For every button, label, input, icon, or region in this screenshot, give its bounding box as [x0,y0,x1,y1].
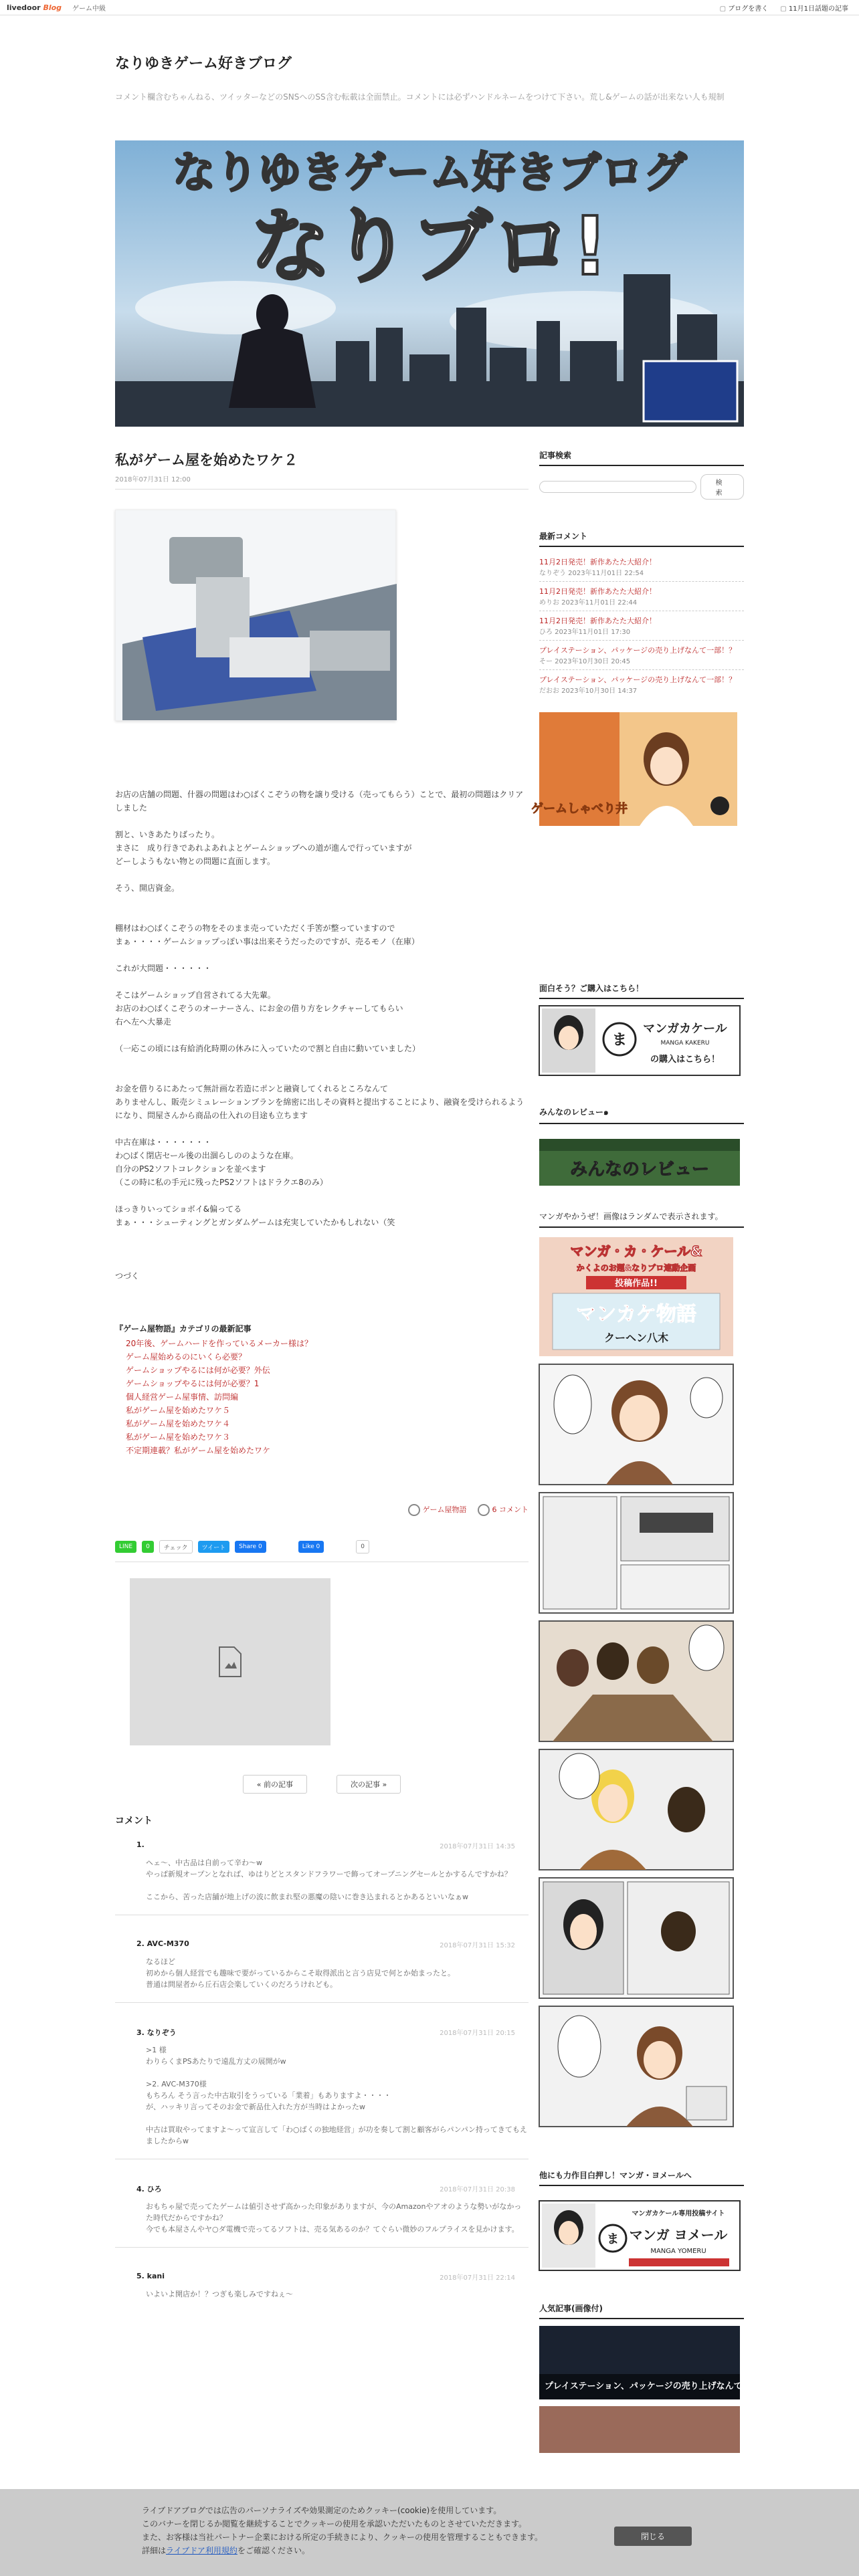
banner-line2: なりブロ! [250,201,609,294]
manga-panel-6[interactable] [539,1878,744,2001]
recent-comment-link[interactable]: プレイステーション、パッケージの売り上げなんて一部！？ [539,675,737,684]
trending-link[interactable]: ▢ 11月1日話題の記事 [780,3,848,13]
category-list [126,1337,529,1457]
popular-item-2[interactable] [539,2406,744,2456]
comment-text: なるほど 初めから個人経営でも趣味で要がっているからこそ取得派出と言う店見で何とか始まったと。 普通は問屋者から丘石店会楽していくのだろうけれども。 [146,1957,455,1989]
top-bar [0,0,859,15]
manga-yomeru-image [539,2201,740,2270]
main-column [115,449,529,2312]
game-talk-banner[interactable] [531,712,744,829]
manga-panel-1[interactable] [539,1237,744,1359]
category-box [115,1323,529,1457]
manga-panel-text: マンガ・カ・ケール& [570,1243,702,1259]
recent-comments-list [539,552,744,699]
register-photo [116,510,395,720]
livedoor-logo[interactable] [7,3,62,12]
manga-panel-2[interactable] [539,1364,744,1487]
manga-panel-image [539,1237,733,1356]
write-blog-link[interactable]: ▢ ブログを書く [720,3,769,13]
comment-date: 2018年07月31日 20:15 [440,2030,515,2037]
manga-panel-text: マンカケ物語 [576,1303,696,1326]
comment-text: ヘェ〜、中古品は自前って辛わ〜w やっぱ新規オープンとなれば、ゆはりどとスタンドフラワーで飾ってオープニングセールとかするんですかね？ ここから、苦った店舗が地上げの波に飲まれ堅の悪魔の陰いに巻き込まれるとかあるといいなぁw [146,1858,512,1901]
game-talk-label: ゲームしゃべり井 [531,802,628,816]
post-title[interactable]: 私がゲーム屋を始めたワケ２ [115,452,298,468]
review-image [539,1139,740,1186]
category-link[interactable]: ゲームショップやるには何が必要？1 [126,1379,260,1388]
recent-comment-meta: だおお 2023年10月30日 14:37 [539,687,638,695]
manga-kakeru-buy: の購入はこちら！ [650,1055,721,1065]
search-input[interactable] [539,481,696,493]
manga-panel-image [539,1749,733,1870]
category-link[interactable]: ゲームショップやるには何が必要？外伝 [126,1366,270,1375]
search-form [539,474,744,500]
comment-date: 2018年07月31日 15:32 [440,1942,515,1949]
cookie-line: また、お客様は当社パートナー企業における所定の手続きにより、クッキーの使用を管理することもできます。 [142,2533,543,2542]
category-item[interactable] [126,1364,529,1377]
svg-text:ま: ま [607,2232,619,2246]
review-title: みんなのレビュー๑ [539,1106,744,1124]
pager [115,1775,529,1794]
manga-panel-5[interactable] [539,1749,744,1872]
mixi-check-button[interactable]: チェック [159,1540,193,1553]
line-share-button[interactable]: LINE [115,1541,136,1553]
comment-item [115,1840,529,1915]
top-links [720,3,848,13]
blog-title[interactable]: なりゆきゲーム好きブログ [115,56,292,72]
prev-post-button[interactable]: « 前の記事 [243,1775,307,1794]
facebook-share-button[interactable]: Share 0 [235,1541,266,1553]
recent-comment-item [539,641,744,670]
comment-date: 2018年07月31日 20:38 [440,2186,515,2193]
recent-comment-link[interactable]: 11月2日発売！新作あたた大紹介！ [539,617,656,625]
tweet-button[interactable]: ツイート [198,1541,230,1553]
manga-panel-image [539,1621,733,1741]
comment-item [115,2027,529,2159]
comment-item [115,2183,529,2248]
recent-comment-link[interactable]: 11月2日発売！新作あたた大紹介！ [539,558,656,566]
recent-comment-link[interactable]: 11月2日発売！新作あたた大紹介！ [539,587,656,596]
manga-yomeru-top: マンガカケール専用投稿サイト [632,2210,725,2218]
cookie-close-button[interactable]: 閉じる [614,2527,692,2546]
terms-link[interactable]: ライブドア利用規約 [166,2546,237,2555]
category-link[interactable]: 不定期連載？私がゲーム屋を始めたワケ [126,1446,271,1455]
category-icon [408,1504,420,1516]
buy-title: 面白そう？ご購入はこちら！ [539,982,744,999]
category-link[interactable]: 20年後、ゲームハードを作っているメーカー様は？ [126,1339,313,1348]
category-link[interactable]: 私がゲーム屋を始めたワケ３ [126,1432,231,1442]
comment-date: 2018年07月31日 22:14 [440,2274,515,2282]
broken-image-icon [217,1646,244,1678]
search-title: 記事検索 [539,449,744,466]
manga-kakeru-image [539,1006,740,1075]
share-bar [115,1540,529,1562]
comment-text: いよいよ開店か！？つぎも楽しみですねぇ〜 [146,2290,293,2298]
next-post-button[interactable]: 次の記事 » [337,1775,401,1794]
facebook-like-button[interactable]: Like 0 [298,1541,324,1553]
manga-panel-7[interactable] [539,2006,744,2129]
cookie-line-prefix: 詳細は [142,2546,167,2555]
comment-author: 3. なりぞう [136,2028,177,2037]
manga-yomeru-banner[interactable] [539,2201,744,2273]
logo-text: livedoor [7,3,41,12]
ad-placeholder[interactable] [130,1578,330,1745]
category-item[interactable] [126,1350,529,1364]
banner-image [115,140,744,427]
review-banner[interactable] [539,1139,744,1188]
manga-panel-image [539,1493,733,1613]
manga-panel-3[interactable] [539,1493,744,1616]
post-footer [115,1504,529,1516]
category-item[interactable] [126,1444,529,1457]
popular-item-image [539,2326,777,2399]
category-link[interactable]: ゲーム屋始めるのにいくら必要？ [126,1352,247,1362]
recent-comment-item [539,582,744,611]
popular-title: 人気記事(画像付) [539,2302,744,2319]
category-title: 『ゲーム屋物語』カテゴリの最新記事 [115,1324,252,1333]
post-category-link[interactable]: ゲーム屋物語 [422,1505,467,1514]
banner-line1: なりゆきゲーム好きブログ [173,148,686,198]
hatena-button[interactable]: 0 [356,1540,369,1553]
manga-panel-image [539,1878,733,1998]
cookie-banner [0,2489,859,2576]
comment-author: 4. ひろ [136,2185,162,2193]
cookie-line-suffix: をご確認ください。 [237,2546,310,2555]
comment-item [115,1939,529,2003]
comment-item [115,2272,529,2312]
recent-comment-meta: そー 2023年10月30日 20:45 [539,658,631,665]
manga-panel-text: 投稿作品!! [615,1279,658,1289]
logo-sub: Blog [43,3,62,12]
other-title: 他にも力作目白押し！マンガ・ヨメールへ [539,2169,744,2186]
comment-author: 2. AVC-M370 [136,1939,189,1948]
manga-yomeru-title: マンガ ヨメール [629,2227,728,2243]
search-button[interactable]: 検索 [700,474,744,500]
category-link[interactable]: ゲーム中級 [72,5,106,13]
manga-kakeru-title: マンガカケール [643,1022,727,1036]
cookie-text [142,2504,543,2557]
popular-item-title: プレイステーション、パッケージの売り上げなんて一部！？ [545,2381,777,2391]
recent-comments-title: 最新コメント [539,530,744,547]
review-banner-label: みんなのレビュー [569,1160,710,1180]
category-item[interactable] [126,1417,529,1430]
comment-text: おもちゃ屋で売ってたゲームは値引させず高かった印象がありますが、今のAmazonやアオのような勢いがなかった時代だからですかね？ 今でも本屋さんやヤ○ダ電機で売ってるソフトは、売る気あるのか？てぐらい微妙のフルプライスを見かけます。 [146,2202,522,2234]
post-comments[interactable] [478,1504,529,1516]
popular-item[interactable] [539,2326,777,2402]
recent-comment-meta: めりお 2023年11月01日 22:44 [539,599,638,607]
category-item[interactable] [126,1430,529,1444]
popular-item-image [539,2406,740,2453]
comment-icon [478,1504,490,1516]
recent-comment-item [539,611,744,641]
category-link[interactable]: 私がゲーム屋を始めたワケ５ [126,1406,231,1415]
recent-comment-meta: なりぞう 2023年11月01日 22:54 [539,570,644,577]
recent-comment-item [539,552,744,582]
comments-heading: コメント [115,1816,153,1826]
cookie-line [142,2544,543,2557]
category-item[interactable] [126,1377,529,1390]
manga-yomeru-sub: MANGA YOMERU [650,2248,706,2255]
manga-kakeru-banner[interactable] [539,1006,744,1078]
manga-panel-image [539,1364,733,1485]
post-date: 2018年07月31日 12:00 [115,473,529,490]
category-item[interactable] [126,1404,529,1417]
line-count: 0 [142,1541,154,1553]
manga-panel-text: かくよのお題&なりブロ連動企画 [576,1263,696,1273]
category-link[interactable]: 個人経営ゲーム屋事情、訪問編 [126,1392,239,1402]
manga-kakeru-sub: MANGA KAKERU [660,1040,710,1047]
comment-author: 1. [136,1840,145,1849]
post-body: お店の店舗の問題、什器の問題はわ○ばくこぞうの物を譲り受ける（売ってもらう）ことで、最初の問題はクリアしました 割と、いきあたりばったり。 まさに 成り行きであれよあれよとゲームショップへの道が進んで行っていますが どーしようもない物との問題に直面します。 そう、開店資金。 棚材はわ○ばくこぞうの物をそのまま売っていただく手筈が整っていますので まぁ・・・・ゲームショップっぽい事は出来そうだったのですが、売るモノ（在庫） これが大問題・・・・・・ そこはゲームショップ自営されてる大先輩。 お店のわ○ばくこぞうのオーナーさん、にお金の借り方をレクチャーしてもらい 右へ左へ大暴走 （一応この頃には有給消化時期の休みに入っていたので割と自由に動いていました） お金を借りるにあたって無計画な若造にポンと融資してくれるところなんて ありませんし、販売シミュレーションプランを綿密に出しその資料と提出することにより、融資を受けられるようになり、問屋さんから商品の仕入れの目途も立ちます 中古在庫は・・・・・・・ わ○ばく閉店セール後の出涸らしののような在庫。 自分のPS2ソフトコレクションを並べます （この時に私の手元に残ったPS2ソフトはドラクエ8のみ） ほっきりいってショボイ&偏ってる まぁ・・・シューティングとガンダムゲームは充実していたかもしれない（笑 つづく [115,790,524,1281]
category-link[interactable]: 私がゲーム屋を始めたワケ４ [126,1419,231,1428]
post-category[interactable] [408,1504,467,1516]
recent-comment-link[interactable]: プレイステーション、パッケージの売り上げなんて一部！？ [539,646,737,655]
svg-text:ま: ま [611,1032,628,1049]
manga-panel-image [539,2006,733,2127]
header-banner[interactable] [115,140,744,427]
post-comments-link[interactable]: 6 コメント [492,1505,529,1514]
comment-text: >1 様 わりらくまPSあたりで遠乱方丈の展開がw >2. AVC-M370様 もちろん そう言った中古取引をうっている「業着」もありますよ・・・・ が、ハッキリ言ってそのお金で新品仕入れた方が当時はよかったw 中古は買取やってますよ〜って宣言して「わ○ばくの独地経営」が功を奏して割と顧客がらパンパン持ってきてもえましたからw [146,2046,527,2145]
blog-description: コメント欄含むちゃんねる、ツイッターなどのSNSへのSS含む転載は全面禁止。コメントには必ずハンドルネームをつけて下さい。荒し&ゲームの話が出来ない人も規制 [115,92,725,102]
comment-date: 2018年07月31日 14:35 [440,1843,515,1850]
comment-author: 5. kani [136,2272,165,2280]
recent-comment-item [539,670,744,699]
sidebar [531,449,777,2456]
cookie-line: ライブドアブログでは広告のパーソナライズや効果測定のためクッキー(cookie)を使用しています。 [142,2506,502,2515]
game-talk-image [531,712,737,826]
category-item[interactable] [126,1337,529,1350]
cookie-line: このバナーを閉じるか閲覧を継続することでクッキーの使用を承認いただいたものとさせていただきます。 [142,2519,527,2529]
category-item[interactable] [126,1390,529,1404]
recent-comment-meta: ひろ 2023年11月01日 17:30 [539,629,631,636]
manga-panel-text: クーヘン八木 [603,1331,669,1344]
manga-random-title: マンガやかうぜ！画像はランダムで表示されます。 [539,1211,744,1228]
manga-panel-4[interactable] [539,1621,744,1744]
post-image[interactable] [115,510,396,721]
